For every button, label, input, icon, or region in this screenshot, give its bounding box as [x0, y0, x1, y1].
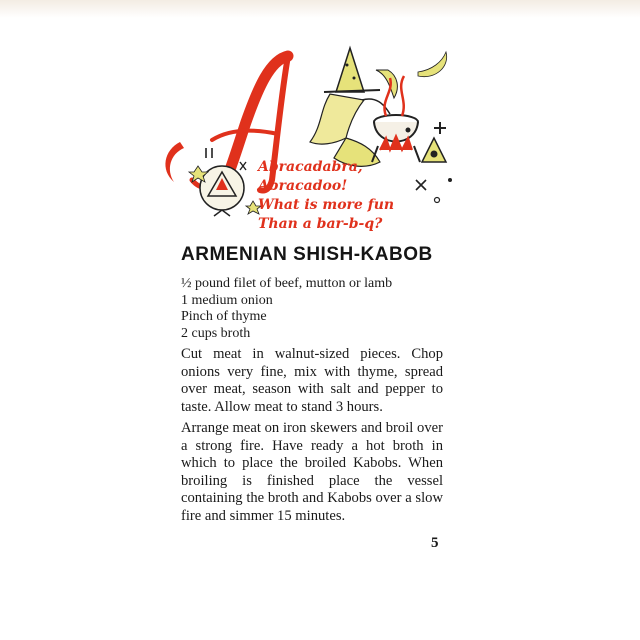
ingredient-item: ½ pound filet of beef, mutton or lamb	[181, 276, 393, 291]
recipe-title: ARMENIAN SHISH-KABOB	[181, 244, 433, 265]
page-number: 5	[431, 535, 439, 551]
instruction-paragraph: Arrange meat on iron skewers and broil over a strong fire. Have ready a hot broth in which to place the broiled Kabobs. When broiling is finished place the vessel containing the broth and Kabobs over a slow fire and simmer 15 minutes.	[181, 420, 443, 524]
red-moon-icon	[165, 142, 184, 182]
star-symbols	[189, 148, 261, 216]
ingredient-item: Pinch of thyme	[181, 309, 267, 324]
verse-line: What is more fun	[258, 197, 395, 213]
verse-line: Abracadabra,	[258, 159, 363, 175]
verse-line: Than a bar-b-q?	[258, 216, 383, 232]
ingredient-list	[181, 276, 451, 342]
ingredient-item: 2 cups broth	[181, 325, 251, 341]
decorative-verse	[258, 158, 458, 234]
instruction-paragraph: Cut meat in walnut-sized pieces. Chop onions very fine, mix with thyme, spread over meat, season with salt and pepper to taste. Allow meat to stand 3 hours.	[181, 346, 443, 415]
yellow-moon-icon	[418, 52, 447, 77]
ingredient-item: 1 medium onion	[181, 292, 273, 308]
verse-line: Abracadoo!	[258, 178, 348, 194]
page-edge	[0, 0, 640, 18]
